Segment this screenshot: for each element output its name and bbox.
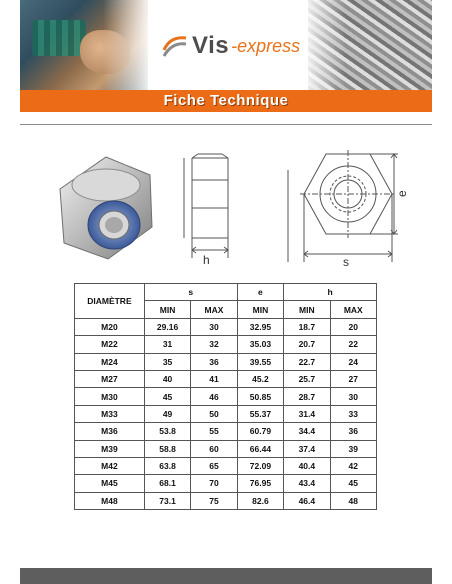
cell-e-min: 50.85: [237, 388, 283, 405]
cell-s-min: 68.1: [144, 475, 190, 492]
table-row: [75, 457, 377, 474]
cell-diametre: M20: [75, 318, 145, 335]
cell-s-max: 30: [191, 318, 237, 335]
table-row: [75, 388, 377, 405]
col-h-min: MIN: [284, 301, 330, 318]
cell-h-max: 48: [330, 492, 376, 509]
cell-diametre: M24: [75, 353, 145, 370]
col-group-h: h: [284, 284, 377, 301]
cell-s-max: 55: [191, 423, 237, 440]
cell-s-min: 31: [144, 336, 190, 353]
logo-main-text: Vis: [192, 32, 230, 59]
table-row: [75, 423, 377, 440]
table-row: [75, 353, 377, 370]
col-diametre: DIAMÈTRE: [75, 284, 145, 319]
cell-e-min: 76.95: [237, 475, 283, 492]
cell-e-min: 39.55: [237, 353, 283, 370]
table-row: [75, 475, 377, 492]
cell-s-max: 70: [191, 475, 237, 492]
col-group-s: s: [144, 284, 237, 301]
cell-h-min: 28.7: [284, 388, 330, 405]
logo-swoosh-icon: [160, 32, 188, 60]
table-row: [75, 440, 377, 457]
cell-h-min: 22.7: [284, 353, 330, 370]
cell-diametre: M22: [75, 336, 145, 353]
cell-h-min: 18.7: [284, 318, 330, 335]
page-header: [20, 0, 432, 112]
cell-diametre: M33: [75, 405, 145, 422]
table-row: [75, 405, 377, 422]
cell-h-min: 40.4: [284, 457, 330, 474]
cell-h-max: 27: [330, 370, 376, 387]
front-view-drawing: [280, 150, 410, 268]
header-banner: [20, 0, 432, 90]
cell-s-min: 40: [144, 370, 190, 387]
cell-e-min: 82.6: [237, 492, 283, 509]
cell-e-min: 55.37: [237, 405, 283, 422]
cell-h-max: 33: [330, 405, 376, 422]
cell-s-min: 45: [144, 388, 190, 405]
cell-s-max: 36: [191, 353, 237, 370]
col-group-e: e: [237, 284, 283, 301]
cell-h-min: 37.4: [284, 440, 330, 457]
col-h-max: MAX: [330, 301, 376, 318]
cell-s-max: 46: [191, 388, 237, 405]
table-row: [75, 318, 377, 335]
cell-e-min: 66.44: [237, 440, 283, 457]
nylon-nut-illustration: [56, 155, 156, 263]
cell-s-min: 53.8: [144, 423, 190, 440]
cell-s-min: 73.1: [144, 492, 190, 509]
label-e: e: [395, 190, 409, 197]
cell-e-min: 45.2: [237, 370, 283, 387]
cell-h-min: 46.4: [284, 492, 330, 509]
cell-s-min: 35: [144, 353, 190, 370]
cell-e-min: 32.95: [237, 318, 283, 335]
title-bar: [20, 90, 432, 112]
cell-diametre: M45: [75, 475, 145, 492]
cell-h-min: 43.4: [284, 475, 330, 492]
footer-bar: [20, 568, 432, 584]
cell-e-min: 72.09: [237, 457, 283, 474]
cell-h-max: 20: [330, 318, 376, 335]
cell-h-min: 34.4: [284, 423, 330, 440]
cell-diametre: M30: [75, 388, 145, 405]
cell-s-max: 75: [191, 492, 237, 509]
cell-h-max: 45: [330, 475, 376, 492]
cell-s-min: 63.8: [144, 457, 190, 474]
page-title: Fiche Technique: [163, 92, 289, 109]
dimensions-table: [74, 283, 377, 510]
cell-h-min: 31.4: [284, 405, 330, 422]
photo-fade: [20, 0, 148, 90]
col-e-min: MIN: [237, 301, 283, 318]
label-s: s: [343, 255, 349, 268]
divider: [20, 124, 432, 125]
cell-h-max: 22: [330, 336, 376, 353]
cell-diametre: M39: [75, 440, 145, 457]
screws-photo: [308, 0, 432, 90]
table-header-row: [75, 284, 377, 301]
cell-h-max: 42: [330, 457, 376, 474]
cell-h-max: 36: [330, 423, 376, 440]
cell-diametre: M42: [75, 457, 145, 474]
cell-h-min: 25.7: [284, 370, 330, 387]
cell-h-max: 24: [330, 353, 376, 370]
col-s-min: MIN: [144, 301, 190, 318]
cell-s-min: 29.16: [144, 318, 190, 335]
cell-s-max: 32: [191, 336, 237, 353]
table-row: [75, 492, 377, 509]
cell-s-min: 58.8: [144, 440, 190, 457]
cell-diametre: M36: [75, 423, 145, 440]
cell-s-min: 49: [144, 405, 190, 422]
table-row: [75, 370, 377, 387]
logo-sub-text: -express: [231, 35, 301, 56]
cell-e-min: 35.03: [237, 336, 283, 353]
cell-s-max: 41: [191, 370, 237, 387]
cell-e-min: 60.79: [237, 423, 283, 440]
cell-diametre: M27: [75, 370, 145, 387]
cell-h-max: 39: [330, 440, 376, 457]
table-row: [75, 336, 377, 353]
label-h: h: [203, 253, 210, 267]
cell-s-max: 50: [191, 405, 237, 422]
brand-logo: [160, 26, 320, 66]
cell-s-max: 60: [191, 440, 237, 457]
col-s-max: MAX: [191, 301, 237, 318]
cell-h-max: 30: [330, 388, 376, 405]
cell-h-min: 20.7: [284, 336, 330, 353]
side-view-drawing: [178, 150, 240, 272]
cell-diametre: M48: [75, 492, 145, 509]
cell-s-max: 65: [191, 457, 237, 474]
